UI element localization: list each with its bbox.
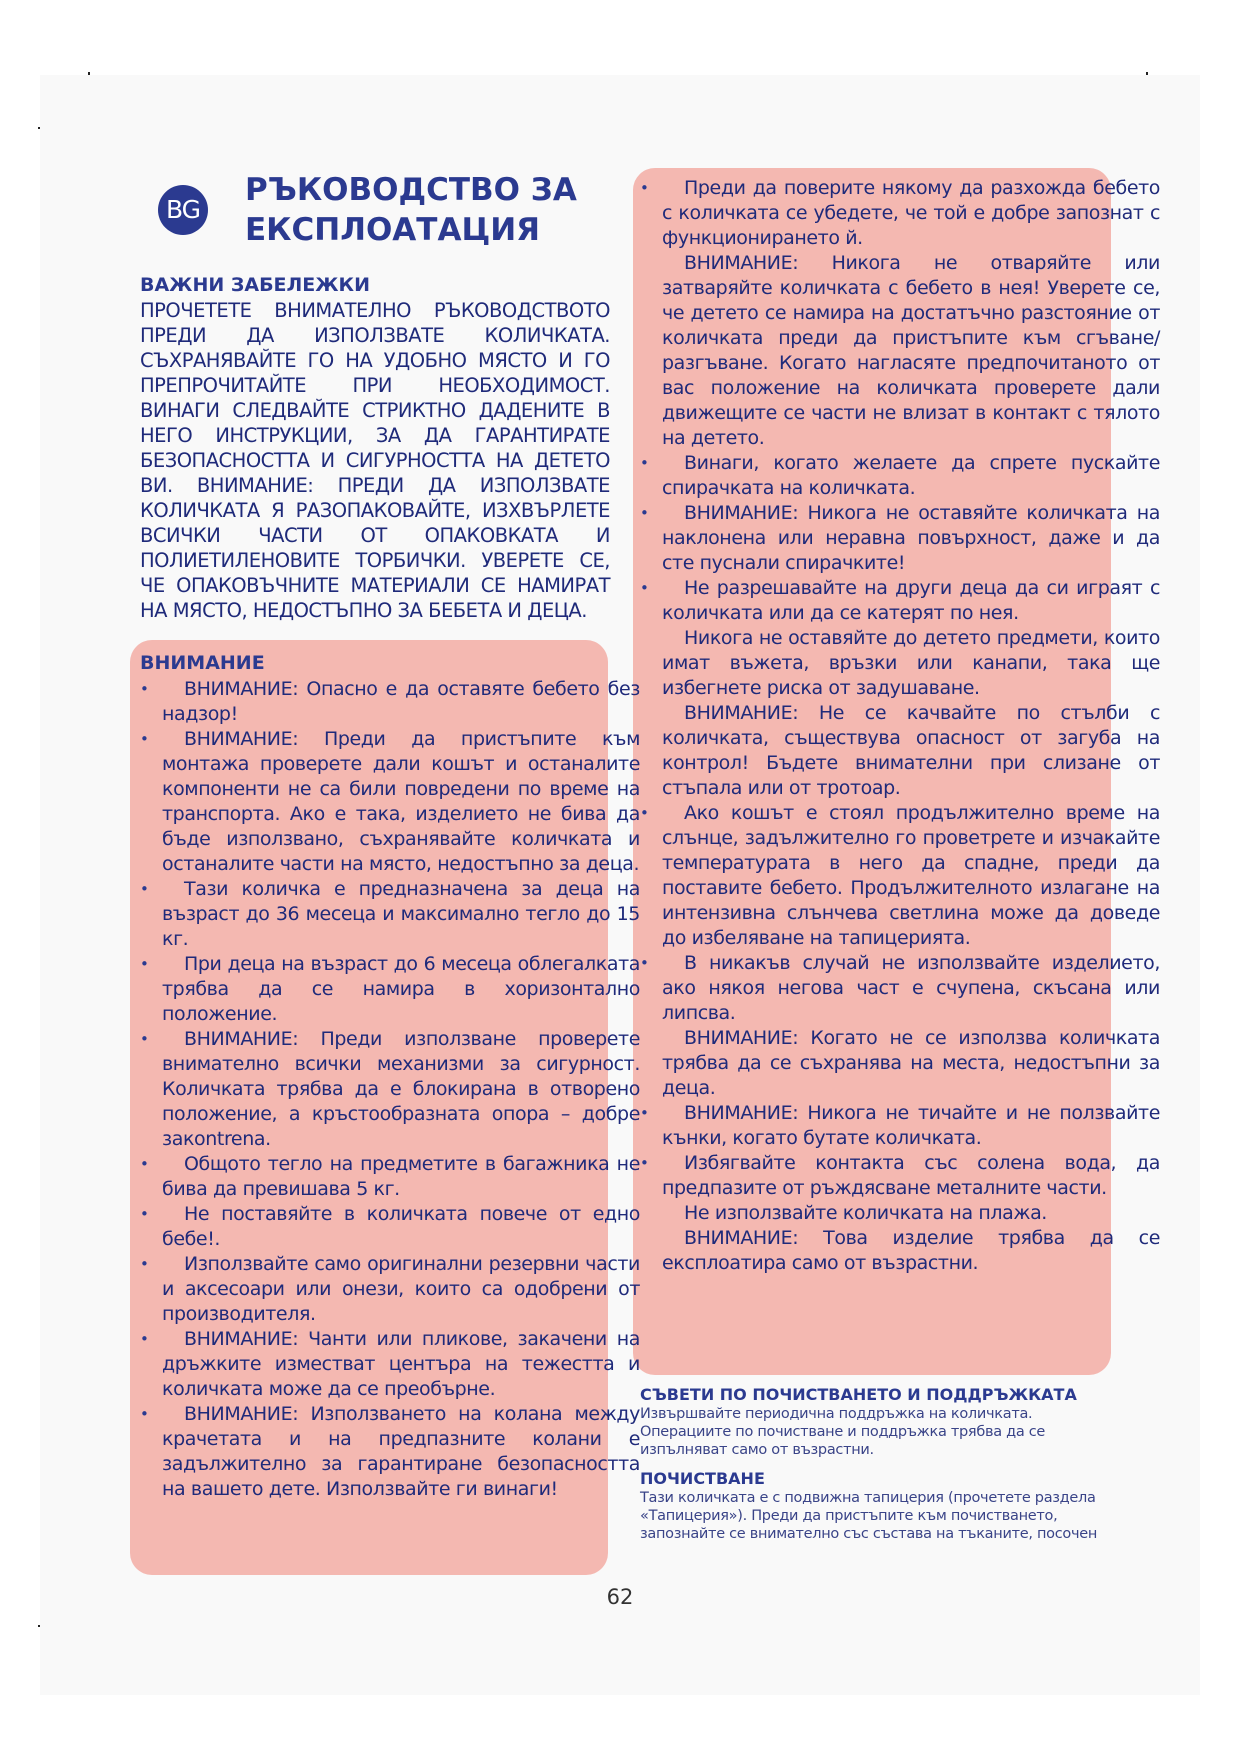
warning-item xyxy=(140,727,640,877)
warning-item xyxy=(640,1151,1160,1201)
warnings-right-list xyxy=(640,176,1160,1276)
warning-item-text: ВНИМАНИЕ: Преди да пристъпите към монтажа проверете дали кошът и останалите компоненти не са били повредени по време на транспорта. Ако е така, изделието не бива да бъде използвано, съхранявайте количката и останалите части на място, недостъпно за деца. xyxy=(162,728,640,875)
warning-item xyxy=(640,451,1160,501)
warnings-left-section xyxy=(140,651,640,1502)
warning-item xyxy=(140,877,640,952)
warning-item-text: ВНИМАНИЕ: Преди използване проверете внимателно всички механизми за сигурност. Количката трябва да е блокирана в отворено положение, а кръстообразната опора – добре закontrena. xyxy=(162,1028,640,1150)
warning-item xyxy=(140,1402,640,1502)
warnings-left-list xyxy=(140,677,640,1502)
care-section xyxy=(640,1385,1110,1543)
warning-item-text: Общото тегло на предметите в багажника не бива да превишава 5 кг. xyxy=(162,1153,640,1200)
warning-item xyxy=(140,952,640,1027)
warning-item-text: ВНИМАНИЕ: Чанти или пликове, закачени на дръжките изместват центъра на тежестта и количката може да се преобърне. xyxy=(162,1328,640,1400)
warning-item-text: Използвайте само оригинални резервни части и аксесоари или онези, които са одобрени от производителя. xyxy=(162,1253,640,1325)
warning-item-text: ВНИМАНИЕ: Използването на колана между крачетата и на предпазните колани е задължително за гарантиране безопасността на вашето дете. Използвайте ги винаги! xyxy=(162,1403,640,1500)
warning-item xyxy=(140,1027,640,1152)
warning-item xyxy=(640,1201,1160,1226)
cleaning-text: Тази количката е с подвижна тапицерия (прочетете раздела «Тапицерия»). Преди да пристъпите към почистването, запознайте се внимателно със състава на тъканите, посочен xyxy=(640,1490,1098,1542)
warning-item-text: Никога не оставяйте до детето предмети, които имат въжета, връзки или канапи, така ще избегнете риска от задушаване. xyxy=(662,627,1160,699)
warning-item xyxy=(640,501,1160,576)
warning-item-text: ВНИМАНИЕ: Когато не се използва количката трябва да се съхранява на места, недостъпни за деца. xyxy=(662,1027,1160,1099)
care-text: Извършвайте периодична поддръжка на количката. Операциите по почистване и поддръжка трябва да се изпълняват само от възрастни. xyxy=(640,1406,1046,1458)
warning-item xyxy=(640,251,1160,451)
important-notes-section xyxy=(140,272,610,623)
important-notes-text: ПРОЧЕТЕТЕ ВНИМАТЕЛНО РЪКОВОДСТВОТО ПРЕДИ ДА ИЗПОЛЗВАТЕ КОЛИЧКАТА. СЪХРАНЯВАЙТЕ ГО НА УДОБНО МЯСТО И ГО ПРЕПРОЧИТАЙТЕ ПРИ НЕОБХОДИМОСТ. ВИНАГИ СЛЕДВАЙТЕ СТРИКТНО ДАДЕНИТЕ В НЕГО ИНСТРУКЦИИ, ЗА ДА ГАРАНТИРАТЕ БЕЗОПАСНОСТТА И СИГУРНОСТТА НА ДЕТЕТО ВИ. ВНИМАНИЕ: ПРЕДИ ДА ИЗПОЛЗВАТЕ КОЛИЧКАТА Я РАЗОПАКОВАЙТЕ, ИЗХВЪРЛЕТЕ ВСИЧКИ ЧАСТИ ОТ ОПАКОВКАТА И ПОЛИЕТИЛЕНОВИТЕ ТОРБИЧКИ. УВЕРЕТЕ СЕ, ЧЕ ОПАКОВЪЧНИТЕ МАТЕРИАЛИ СЕ НАМИРАТ НА МЯСТО, НЕДОСТЪПНО ЗА БЕБЕТА И ДЕЦА. xyxy=(140,299,610,622)
warning-item xyxy=(640,1226,1160,1276)
warning-item-text: ВНИМАНИЕ: Никога не тичайте и не ползвайте кънки, когато бутате количката. xyxy=(662,1102,1160,1149)
warning-item xyxy=(140,1202,640,1252)
warning-item-text: При деца на възраст до 6 месеца облегалката трябва да се намира в хоризонтално положение. xyxy=(162,953,640,1025)
warning-item xyxy=(640,951,1160,1026)
warning-item xyxy=(140,1152,640,1202)
warning-item xyxy=(640,1026,1160,1101)
warning-item xyxy=(640,176,1160,251)
warning-item xyxy=(140,1327,640,1402)
warning-item xyxy=(140,1252,640,1327)
warnings-right-section xyxy=(640,176,1160,1276)
warning-item xyxy=(640,701,1160,801)
warning-item xyxy=(140,677,640,727)
warning-item-text: ВНИМАНИЕ: Опасно е да оставяте бебето без надзор! xyxy=(162,678,640,725)
warning-item-text: В никакъв случай не използвайте изделието, ако някоя негова част е счупена, скъсана или липсва. xyxy=(662,952,1160,1024)
warning-item xyxy=(640,801,1160,951)
warning-item xyxy=(640,576,1160,626)
warning-item-text: Винаги, когато желаете да спрете пускайте спирачката на количката. xyxy=(662,452,1160,499)
important-notes-heading: ВАЖНИ ЗАБЕЛЕЖКИ xyxy=(140,274,370,296)
warning-item-text: Тази количка е предназначена за деца на възраст до 36 месеца и максимално тегло до 15 кг. xyxy=(162,878,640,950)
warning-item-text: ВНИМАНИЕ: Никога не отваряйте или затваряйте количката с бебето в нея! Уверете се, че детето се намира на достатъчно разстояние от количката преди да пристъпите към сгъване/разгъване. Когато нагласяте предпочитаното от вас положение на количката проверете дали движещите се части не влизат в контакт с тялото на детето. xyxy=(662,252,1160,449)
warning-item xyxy=(640,1101,1160,1151)
warning-item xyxy=(640,626,1160,701)
warnings-heading: ВНИМАНИЕ xyxy=(140,652,265,674)
warning-item-text: Преди да поверите някому да разхожда бебето с количката се убедете, че той е добре запознат с функционирането й. xyxy=(662,177,1160,249)
page-title: РЪКОВОДСТВО ЗА ЕКСПЛОАТАЦИЯ xyxy=(245,172,577,248)
warning-item-text: ВНИМАНИЕ: Никога не оставяйте количката на наклонена или неравна повърхност, даже и да сте пуснали спирачките! xyxy=(662,502,1160,574)
warning-item-text: ВНИМАНИЕ: Това изделие трябва да се експлоатира само от възрастни. xyxy=(662,1227,1160,1274)
care-heading: СЪВЕТИ ПО ПОЧИСТВАНЕТО И ПОДДРЪЖКАТА xyxy=(640,1385,1077,1404)
warning-item-text: Ако кошът е стоял продължително време на слънце, задължително го проветрете и изчакайте температурата в него да спадне, преди да поставите бебето. Продължителното излагане на интензивна слънчева светлина може да доведе до избеляване на тапицерията. xyxy=(662,802,1160,949)
warning-item-text: ВНИМАНИЕ: Не се качвайте по стълби с количката, съществува опасност от загуба на контрол! Бъдете внимателни при слизане от стъпала или от тротоар. xyxy=(662,702,1160,799)
warning-item-text: Не поставяйте в количката повече от едно бебе!. xyxy=(162,1203,640,1250)
warning-item-text: Не използвайте количката на плажа. xyxy=(684,1202,1047,1224)
warning-item-text: Избягвайте контакта със солена вода, да предпазите от ръждясване металните части. xyxy=(662,1152,1160,1199)
language-badge: BG xyxy=(158,185,208,235)
warning-item-text: Не разрешавайте на други деца да си играят с количката или да се катерят по нея. xyxy=(662,577,1160,624)
cleaning-heading: ПОЧИСТВАНЕ xyxy=(640,1469,765,1488)
page-number: 62 xyxy=(606,1585,634,1609)
